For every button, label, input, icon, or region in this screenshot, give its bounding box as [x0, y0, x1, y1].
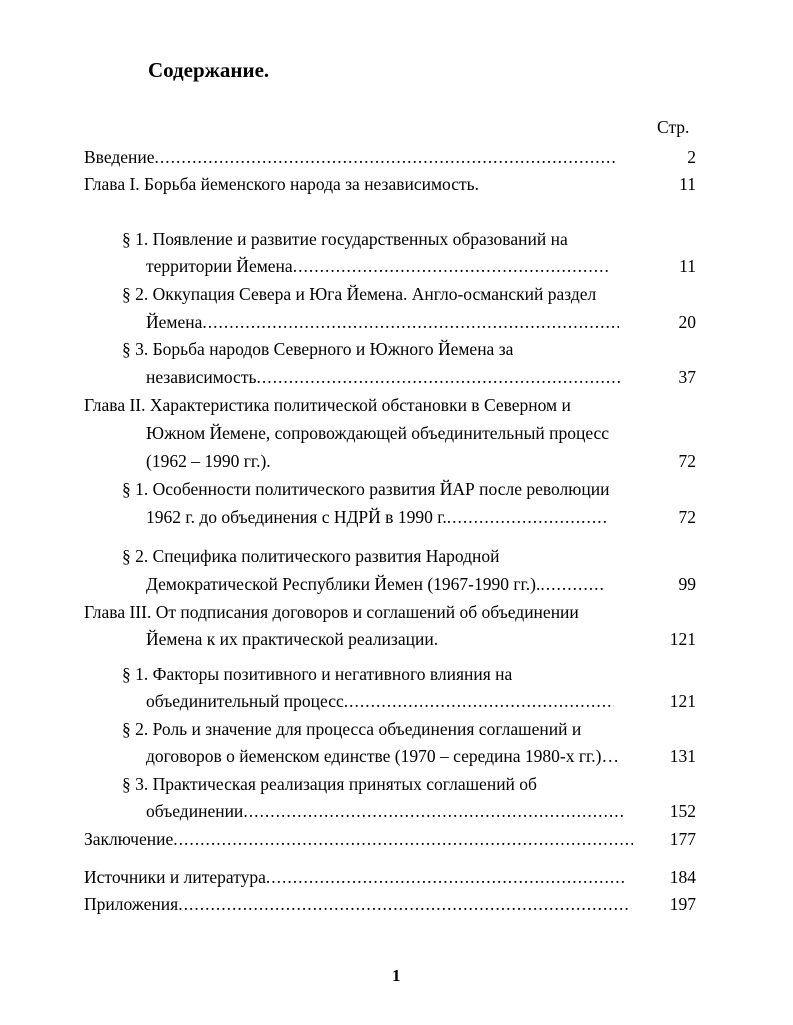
toc-entry-page: 99 — [678, 574, 696, 594]
toc-entry-chapter-2: Глава II. Характеристика политической обстановки в Северном и — [84, 395, 571, 415]
toc-entry-ch3-sec1-cont — [146, 690, 614, 712]
toc-leader — [243, 800, 623, 822]
toc-leader — [155, 146, 615, 168]
toc-entry-page: 11 — [679, 256, 696, 276]
toc-entry-page: 37 — [678, 367, 696, 387]
toc-entry-page: 2 — [687, 147, 696, 167]
toc-entry-text: Приложения — [84, 894, 179, 914]
toc-leader — [202, 311, 619, 333]
toc-entry-ch2-sec2: § 2. Специфика политического развития Народной — [122, 546, 500, 566]
toc-entry-text: Источники и литература — [84, 867, 266, 887]
toc-entry-chapter-3: Глава III. От подписания договоров и соглашений об объединении — [84, 602, 579, 622]
toc-entry-page: 177 — [669, 829, 696, 849]
toc-entry-text: Введение — [84, 147, 155, 167]
toc-entry-text: Демократической Республики Йемен (1967-1990 гг.). — [146, 574, 541, 594]
toc-entry-ch1-sec1-cont — [146, 255, 611, 277]
page-number: 1 — [392, 966, 401, 985]
toc-entry-page: 11 — [679, 174, 696, 194]
toc-entry-ch3-sec3: § 3. Практическая реализация принятых соглашений об — [122, 774, 537, 794]
toc-entry-ch2-sec1-cont — [146, 506, 607, 528]
toc-entry-text: объединении — [146, 801, 244, 821]
toc-entry-ch1-sec1: § 1. Появление и развитие государственных образований на — [122, 229, 568, 249]
toc-entry-ch3-sec3-cont — [146, 800, 623, 822]
toc-entry-page: 121 — [669, 691, 696, 711]
toc-entry-ch3-sec1: § 1. Факторы позитивного и негативного влияния на — [122, 664, 513, 684]
toc-entry-page: 20 — [678, 312, 696, 332]
toc-entry-conclusion — [84, 828, 633, 850]
toc-entry-text: Йемена — [146, 312, 203, 332]
page-title: Содержание. — [148, 58, 270, 82]
toc-entry-text: 1962 г. до объединения с НДРЙ в 1990 г. — [146, 507, 447, 527]
toc-entry-page: 184 — [669, 867, 696, 887]
toc-entry-text: объединительный процесс — [146, 691, 344, 711]
toc-entry-chapter-2-cont: Южном Йемене, сопровождающей объединительный процесс — [146, 423, 610, 443]
toc-entry-ch3-sec2: § 2. Роль и значение для процесса объединения соглашений и — [122, 719, 582, 739]
toc-entry-ch3-sec2-cont: договоров о йеменском единстве (1970 – середина 1980-х гг.)… — [146, 746, 619, 766]
page-column-header: Стр. — [657, 117, 690, 137]
toc-leader — [293, 255, 611, 277]
toc-entry-ch1-sec2: § 2. Оккупация Севера и Юга Йемена. Англо-османский раздел — [122, 284, 597, 304]
toc-leader — [266, 866, 626, 888]
toc-entry-chapter-1: Глава I. Борьба йеменского народа за независимость. — [84, 174, 480, 194]
toc-entry-page: 131 — [669, 746, 696, 766]
toc-leader — [256, 366, 621, 388]
toc-leader — [178, 893, 630, 915]
toc-entry-text: Заключение — [84, 829, 174, 849]
toc-leader — [540, 573, 604, 595]
toc-leader — [447, 506, 607, 528]
toc-entry-page: 72 — [678, 451, 696, 471]
toc-entry-page: 152 — [669, 801, 696, 821]
toc-entry-page: 121 — [669, 629, 696, 649]
toc-entry-ch2-sec2-cont — [146, 573, 604, 595]
toc-entry-text: независимость — [146, 367, 257, 387]
toc-entry-appendices — [84, 893, 630, 915]
toc-entry-chapter-3-cont: Йемена к их практической реализации. — [146, 629, 439, 649]
toc-entry-text: территории Йемена — [146, 256, 293, 276]
toc-entry-page: 72 — [678, 507, 696, 527]
toc-entry-chapter-2-cont2: (1962 – 1990 гг.). — [146, 451, 271, 471]
toc-entry-introduction — [84, 146, 615, 168]
toc-entry-ch1-sec2-cont — [146, 311, 619, 333]
toc-entry-ch1-sec3-cont — [146, 366, 621, 388]
toc-entry-page: 197 — [669, 894, 696, 914]
toc-entry-ch1-sec3: § 3. Борьба народов Северного и Южного Йемена за — [122, 339, 514, 359]
toc-entry-ch2-sec1: § 1. Особенности политического развития ЙАР после революции — [122, 479, 610, 499]
toc-leader — [344, 690, 614, 712]
toc-leader — [173, 828, 633, 850]
toc-entry-sources — [84, 866, 626, 888]
